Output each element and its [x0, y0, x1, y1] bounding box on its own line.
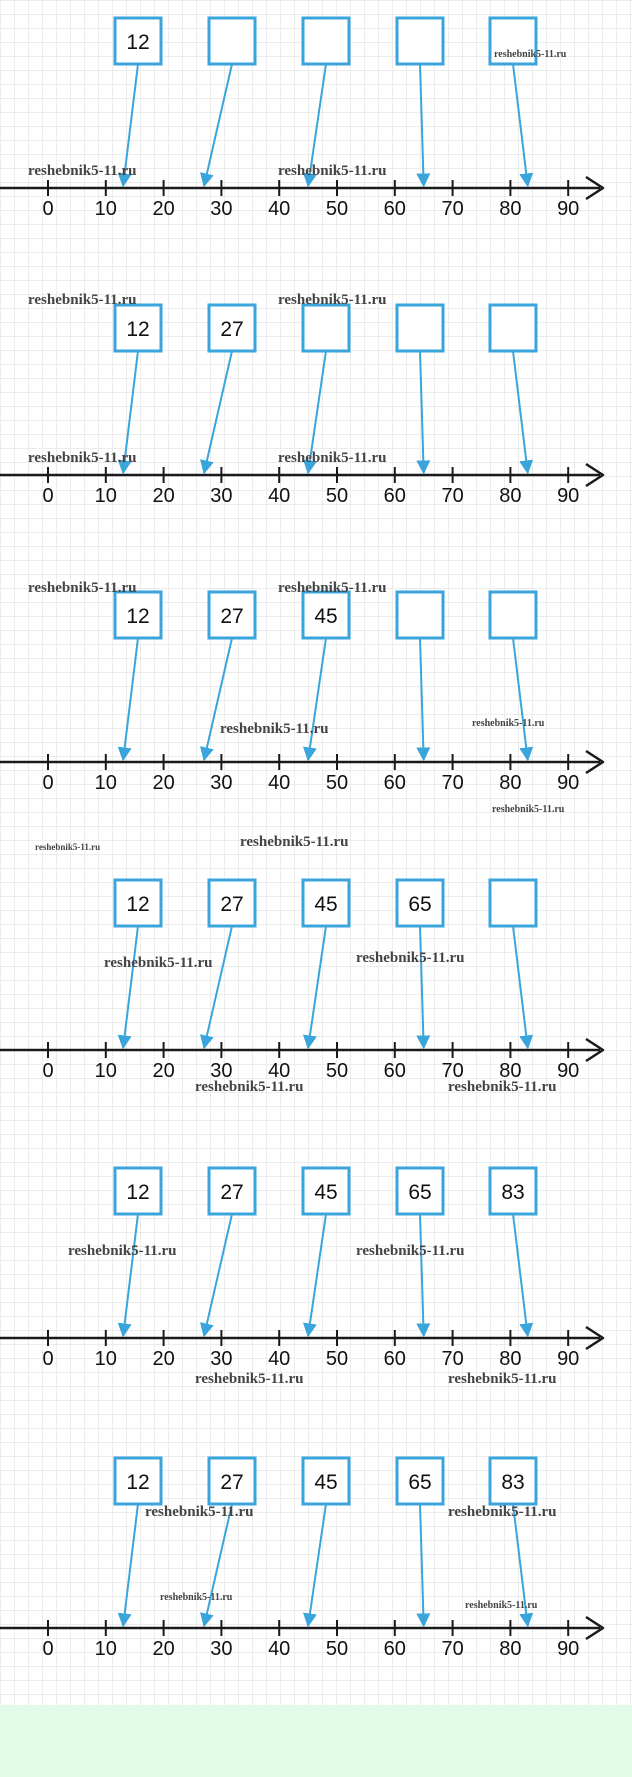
axis-tick-label: 20: [152, 485, 175, 507]
axis-tick-label: 30: [210, 1348, 233, 1370]
answer-box-label: 12: [126, 605, 150, 628]
pointer-arrow: [420, 64, 424, 186]
axis-tick-label: 60: [383, 485, 406, 507]
answer-box-label: 65: [408, 1181, 432, 1204]
axis-tick-label: 10: [94, 1348, 117, 1370]
watermark-text: reshebnik5-11.ru: [465, 1600, 538, 1611]
answer-box-label: 27: [220, 1471, 244, 1494]
axis-tick-label: 60: [383, 198, 406, 220]
number-line-panel-2: [0, 292, 603, 507]
answer-box: [209, 18, 255, 64]
answer-box: [490, 305, 536, 351]
axis-tick-label: 30: [210, 198, 233, 220]
answer-box: [490, 592, 536, 638]
watermark-text: reshebnik5-11.ru: [145, 1504, 254, 1520]
pointer-arrow: [513, 64, 528, 186]
pointer-arrow: [513, 351, 528, 473]
number-line-panel-4: [0, 880, 603, 1095]
watermark-text: reshebnik5-11.ru: [28, 292, 137, 308]
watermark-text: reshebnik5-11.ru: [448, 1079, 557, 1095]
answer-box-label: 12: [126, 318, 150, 341]
answer-box-label: 27: [220, 1181, 244, 1204]
axis-tick-label: 0: [42, 1348, 54, 1370]
axis-tick-label: 80: [499, 772, 522, 794]
pointer-arrow: [308, 1504, 326, 1626]
axis-tick-label: 60: [383, 1348, 406, 1370]
watermark-text: reshebnik5-11.ru: [28, 580, 137, 596]
axis-tick-label: 40: [268, 1060, 291, 1082]
watermark-text: reshebnik5-11.ru: [28, 163, 137, 179]
pointer-arrow: [513, 638, 528, 760]
answer-box-label: 83: [501, 1471, 525, 1494]
axis-tick-label: 50: [325, 485, 349, 507]
answer-box: [303, 305, 349, 351]
answer-box-label: 27: [220, 893, 244, 916]
axis-tick-label: 30: [210, 772, 233, 794]
axis-tick-label: 50: [325, 772, 349, 794]
pointer-arrow: [308, 926, 326, 1048]
axis-tick-label: 50: [325, 1348, 349, 1370]
axis-tick-label: 10: [94, 772, 117, 794]
answer-box-label: 12: [126, 1181, 150, 1204]
number-line-panel-5: [0, 1168, 603, 1387]
axis-tick-label: 80: [499, 485, 522, 507]
watermark-text: reshebnik5-11.ru: [494, 49, 567, 60]
axis-tick-label: 70: [441, 485, 464, 507]
watermark-text: reshebnik5-11.ru: [356, 1243, 465, 1259]
answer-box-label: 45: [314, 893, 338, 916]
watermark-text: reshebnik5-11.ru: [278, 580, 387, 596]
answer-box: [397, 18, 443, 64]
pointer-arrow: [204, 64, 232, 186]
axis-tick-label: 70: [441, 1060, 464, 1082]
axis-tick-label: 30: [210, 1060, 233, 1082]
axis-tick-label: 80: [499, 1638, 522, 1660]
pointer-arrow: [308, 638, 326, 760]
axis-tick-label: 70: [441, 772, 464, 794]
watermark-text: reshebnik5-11.ru: [448, 1371, 557, 1387]
axis-tick-label: 10: [94, 198, 117, 220]
axis-tick-label: 60: [383, 1060, 406, 1082]
axis-tick-label: 80: [499, 198, 522, 220]
watermark-text: reshebnik5-11.ru: [195, 1371, 304, 1387]
answer-box-label: 45: [314, 605, 338, 628]
axis-tick-label: 50: [325, 1638, 349, 1660]
watermark-text: reshebnik5-11.ru: [278, 163, 387, 179]
answer-box-label: 45: [314, 1181, 338, 1204]
axis-tick-label: 0: [42, 1638, 54, 1660]
answer-box: [490, 880, 536, 926]
axis-tick-label: 0: [42, 198, 54, 220]
axis-tick-label: 30: [210, 485, 233, 507]
watermark-text: reshebnik5-11.ru: [160, 1592, 233, 1603]
axis-tick-label: 20: [152, 772, 175, 794]
answer-box-label: 12: [126, 893, 150, 916]
answer-box: [397, 592, 443, 638]
watermark-text: reshebnik5-11.ru: [472, 718, 545, 729]
axis-tick-label: 90: [557, 772, 580, 794]
pointer-arrow: [420, 926, 424, 1048]
pointer-arrow: [204, 1214, 232, 1336]
axis-tick-label: 10: [94, 1638, 117, 1660]
axis-tick-label: 20: [152, 198, 175, 220]
axis-tick-label: 70: [441, 1348, 464, 1370]
answer-box-label: 65: [408, 893, 432, 916]
axis-tick-label: 10: [94, 1060, 117, 1082]
axis-tick-label: 40: [268, 772, 291, 794]
pointer-arrow: [204, 351, 232, 473]
axis-tick-label: 40: [268, 1638, 291, 1660]
watermark-text: reshebnik5-11.ru: [220, 721, 329, 737]
watermark-text: reshebnik5-11.ru: [104, 955, 213, 971]
axis-tick-label: 0: [42, 772, 54, 794]
answer-box-label: 27: [220, 318, 244, 341]
axis-tick-label: 90: [557, 1638, 580, 1660]
watermark-text: reshebnik5-11.ru: [356, 950, 465, 966]
axis-tick-label: 20: [152, 1060, 175, 1082]
answer-box-label: 12: [126, 31, 150, 54]
watermark-text: reshebnik5-11.ru: [240, 834, 349, 850]
answer-box-label: 65: [408, 1471, 432, 1494]
pointer-arrow: [308, 1214, 326, 1336]
watermark-text: reshebnik5-11.ru: [492, 804, 565, 815]
axis-tick-label: 30: [210, 1638, 233, 1660]
number-line-panel-1: [0, 18, 603, 220]
axis-tick-label: 40: [268, 1348, 291, 1370]
watermark-text: reshebnik5-11.ru: [278, 292, 387, 308]
axis-tick-label: 50: [325, 1060, 349, 1082]
axis-tick-label: 90: [557, 1060, 580, 1082]
pointer-arrow: [123, 638, 138, 760]
pointer-arrow: [420, 638, 424, 760]
axis-tick-label: 70: [441, 1638, 464, 1660]
pointer-arrow: [204, 638, 232, 760]
footer-band: [0, 1705, 632, 1777]
watermark-text: reshebnik5-11.ru: [195, 1079, 304, 1095]
answer-box-label: 12: [126, 1471, 150, 1494]
watermark-text: reshebnik5-11.ru: [35, 842, 101, 852]
axis-tick-label: 90: [557, 1348, 580, 1370]
number-line-panel-3: [0, 580, 603, 852]
axis-tick-label: 0: [42, 1060, 54, 1082]
answer-box-label: 45: [314, 1471, 338, 1494]
axis-tick-label: 10: [94, 485, 117, 507]
axis-tick-label: 20: [152, 1638, 175, 1660]
pointer-arrow: [513, 1214, 528, 1336]
number-line-panel-6: [0, 1458, 603, 1660]
axis-tick-label: 40: [268, 485, 291, 507]
watermark-text: reshebnik5-11.ru: [448, 1504, 557, 1520]
axis-tick-label: 60: [383, 772, 406, 794]
pointer-arrow: [420, 351, 424, 473]
axis-tick-label: 0: [42, 485, 54, 507]
answer-box-label: 83: [501, 1181, 525, 1204]
pointer-arrow: [513, 926, 528, 1048]
watermark-text: reshebnik5-11.ru: [68, 1243, 177, 1259]
axis-tick-label: 70: [441, 198, 464, 220]
pointer-arrow: [420, 1504, 424, 1626]
answer-box: [397, 305, 443, 351]
watermark-text: reshebnik5-11.ru: [278, 450, 387, 466]
axis-tick-label: 90: [557, 198, 580, 220]
pointer-arrow: [123, 926, 138, 1048]
axis-tick-label: 90: [557, 485, 580, 507]
answer-box: [303, 18, 349, 64]
axis-tick-label: 40: [268, 198, 291, 220]
pointer-arrow: [204, 1504, 232, 1626]
pointer-arrow: [123, 1214, 138, 1336]
axis-tick-label: 80: [499, 1348, 522, 1370]
axis-tick-label: 50: [325, 198, 349, 220]
axis-tick-label: 60: [383, 1638, 406, 1660]
axis-tick-label: 20: [152, 1348, 175, 1370]
axis-tick-label: 80: [499, 1060, 522, 1082]
pointer-arrow: [204, 926, 232, 1048]
watermark-text: reshebnik5-11.ru: [28, 450, 137, 466]
answer-box-label: 27: [220, 605, 244, 628]
pointer-arrow: [420, 1214, 424, 1336]
pointer-arrow: [123, 1504, 138, 1626]
